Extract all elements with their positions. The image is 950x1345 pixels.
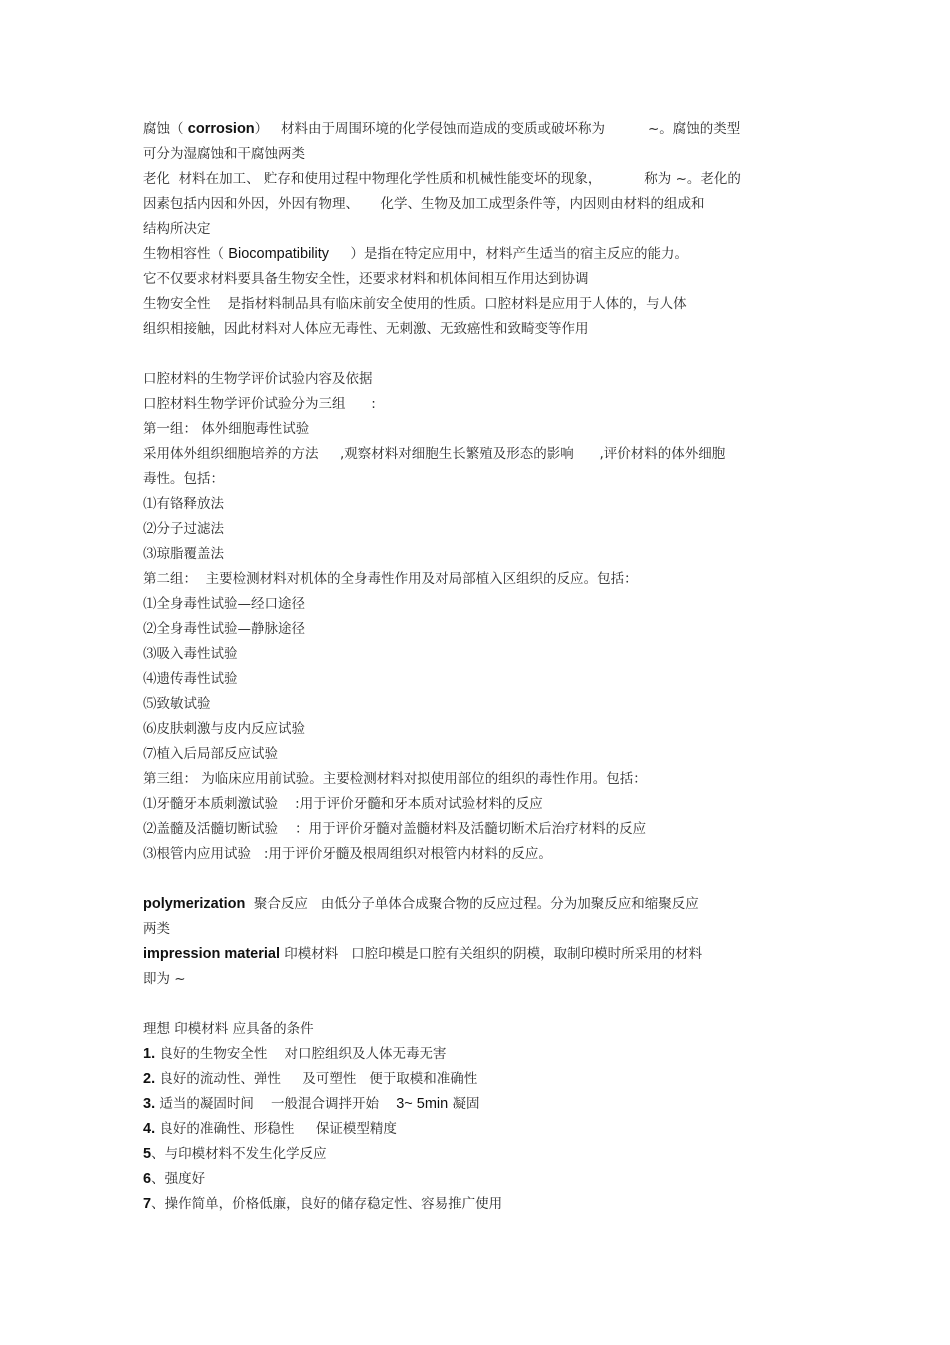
text-line <box>143 742 813 767</box>
text-segment: ⑵盖髓及活髓切断试验 ：用于评价牙髓对盖髓材料及活髓切断术后治疗材料的反应 <box>143 821 647 837</box>
text-line <box>143 1042 813 1067</box>
text-line <box>143 317 813 342</box>
blank-line <box>143 867 813 892</box>
text-line <box>143 217 813 242</box>
text-segment: 采用体外组织细胞培养的方法 ,观察材料对细胞生长繁殖及形态的影响 ,评价材料的体外细胞 <box>143 446 726 462</box>
term-bold: corrosion <box>187 121 255 137</box>
text-line <box>143 292 813 317</box>
text-line <box>143 517 813 542</box>
term-bold: 6 <box>143 1171 152 1187</box>
text-segment: 第二组： 主要检测材料对机体的全身毒性作用及对局部植入区组织的反应。包括： <box>143 571 638 587</box>
text-segment: 、与印模材料不发生化学反应 <box>151 1146 327 1162</box>
text-line <box>143 942 813 967</box>
text-segment: 凝固 <box>448 1096 480 1112</box>
text-segment: 口腔材料的生物学评价试验内容及依据 <box>143 371 373 387</box>
text-segment: 组织相接触，因此材料对人体应无毒性、无刺激、无致癌性和致畸变等作用 <box>143 321 589 337</box>
text-segment: 口腔材料生物学评价试验分为三组 : <box>143 396 376 412</box>
text-segment: 腐蚀（ <box>143 121 188 137</box>
text-segment: ⑷遗传毒性试验 <box>143 671 238 687</box>
text-line <box>143 142 813 167</box>
text-segment: 3~ 5min <box>396 1096 449 1112</box>
text-line <box>143 167 813 192</box>
text-segment: 生物相容性（ <box>143 246 229 262</box>
text-segment: 生物安全性 是指材料制品具有临床前安全使用的性质。口腔材料是应用于人体的，与人体 <box>143 296 687 312</box>
text-line <box>143 442 813 467</box>
text-line <box>143 792 813 817</box>
text-line <box>143 417 813 442</box>
text-segment: ）是指在特定应用中，材料产生适当的宿主反应的能力。 <box>329 246 689 262</box>
term-bold: 4. <box>143 1121 156 1137</box>
text-segment: ⑶根管内应用试验 :用于评价牙髓及根周组织对根管内材料的反应。 <box>143 846 552 862</box>
text-line <box>143 1017 813 1042</box>
text-line <box>143 692 813 717</box>
text-segment: ） 材料由于周围环境的化学侵蚀而造成的变质或破坏称为 ~。腐蚀的类型 <box>254 121 741 137</box>
text-segment: ⑸致敏试验 <box>143 696 211 712</box>
text-line <box>143 267 813 292</box>
text-line <box>143 492 813 517</box>
text-line <box>143 567 813 592</box>
text-segment: ⑵全身毒性试验—静脉途径 <box>143 621 305 637</box>
term-bold: 7 <box>143 1196 152 1212</box>
text-segment: 老化 材料在加工、 贮存和使用过程中物理化学性质和机械性能变坏的现象， 称为 ~。老化的 <box>143 171 741 187</box>
text-line <box>143 617 813 642</box>
text-segment: ⑴牙髓牙本质刺激试验 :用于评价牙髓和牙本质对试验材料的反应 <box>143 796 543 812</box>
blank-line <box>143 992 813 1017</box>
text-line <box>143 367 813 392</box>
text-segment: 两类 <box>143 921 170 937</box>
text-segment: 即为 ~ <box>143 971 186 987</box>
text-segment: ⑶吸入毒性试验 <box>143 646 238 662</box>
text-line <box>143 467 813 492</box>
text-line <box>143 192 813 217</box>
text-line <box>143 542 813 567</box>
text-line <box>143 767 813 792</box>
text-line <box>143 1067 813 1092</box>
document-body <box>143 117 813 1217</box>
text-segment: 可分为湿腐蚀和干腐蚀两类 <box>143 146 305 162</box>
text-segment: 第三组： 为临床应用前试验。主要检测材料对拟使用部位的组织的毒性作用。包括： <box>143 771 647 787</box>
text-line <box>143 642 813 667</box>
text-segment: ⑵分子过滤法 <box>143 521 224 537</box>
term-bold: 1. <box>143 1046 156 1062</box>
text-segment: 良好的流动性、弹性 及可塑性 便于取模和准确性 <box>155 1071 478 1087</box>
text-segment: 良好的准确性、形稳性 保证模型精度 <box>155 1121 397 1137</box>
text-segment: Biocompatibility <box>228 246 330 262</box>
text-segment: 它不仅要求材料要具备生物安全性，还要求材料和机体间相互作用达到协调 <box>143 271 589 287</box>
text-line <box>143 892 813 917</box>
text-segment: ⑴全身毒性试验—经口途径 <box>143 596 305 612</box>
text-segment: ⑹皮肤刺激与皮内反应试验 <box>143 721 305 737</box>
text-line <box>143 117 813 142</box>
text-segment: 、操作简单，价格低廉，良好的储存稳定性、容易推广使用 <box>151 1196 503 1212</box>
text-segment: ⑶琼脂覆盖法 <box>143 546 224 562</box>
text-line <box>143 717 813 742</box>
text-segment: 理想 印模材料 应具备的条件 <box>143 1021 314 1037</box>
text-segment: 因素包括内因和外因，外因有物理、 化学、生物及加工成型条件等，内因则由材料的组成和 <box>143 196 705 212</box>
text-line <box>143 392 813 417</box>
term-bold: 3. <box>143 1096 156 1112</box>
text-line <box>143 842 813 867</box>
blank-line <box>143 342 813 367</box>
text-segment: 结构所决定 <box>143 221 211 237</box>
term-bold: polymerization <box>143 896 246 912</box>
text-segment: 适当的凝固时间 一般混合调拌开始 <box>155 1096 397 1112</box>
term-bold: 2. <box>143 1071 156 1087</box>
text-line <box>143 1167 813 1192</box>
text-line <box>143 917 813 942</box>
text-line <box>143 1142 813 1167</box>
text-line <box>143 1192 813 1217</box>
term-bold: 5 <box>143 1146 152 1162</box>
text-segment: 聚合反应 由低分子单体合成聚合物的反应过程。分为加聚反应和缩聚反应 <box>245 896 699 912</box>
term-bold: impression material <box>143 946 280 962</box>
text-line <box>143 967 813 992</box>
text-line <box>143 817 813 842</box>
text-line <box>143 1117 813 1142</box>
text-segment: 印模材料 口腔印模是口腔有关组织的阴模，取制印模时所采用的材料 <box>280 946 703 962</box>
text-line <box>143 667 813 692</box>
text-segment: 第一组： 体外细胞毒性试验 <box>143 421 310 437</box>
text-segment: 、强度好 <box>151 1171 206 1187</box>
text-segment: 良好的生物安全性 对口腔组织及人体无毒无害 <box>155 1046 447 1062</box>
text-segment: ⑺植入后局部反应试验 <box>143 746 278 762</box>
text-line <box>143 242 813 267</box>
text-segment: 毒性。包括： <box>143 471 224 487</box>
text-line <box>143 1092 813 1117</box>
text-segment: ⑴有铬释放法 <box>143 496 224 512</box>
text-line <box>143 592 813 617</box>
